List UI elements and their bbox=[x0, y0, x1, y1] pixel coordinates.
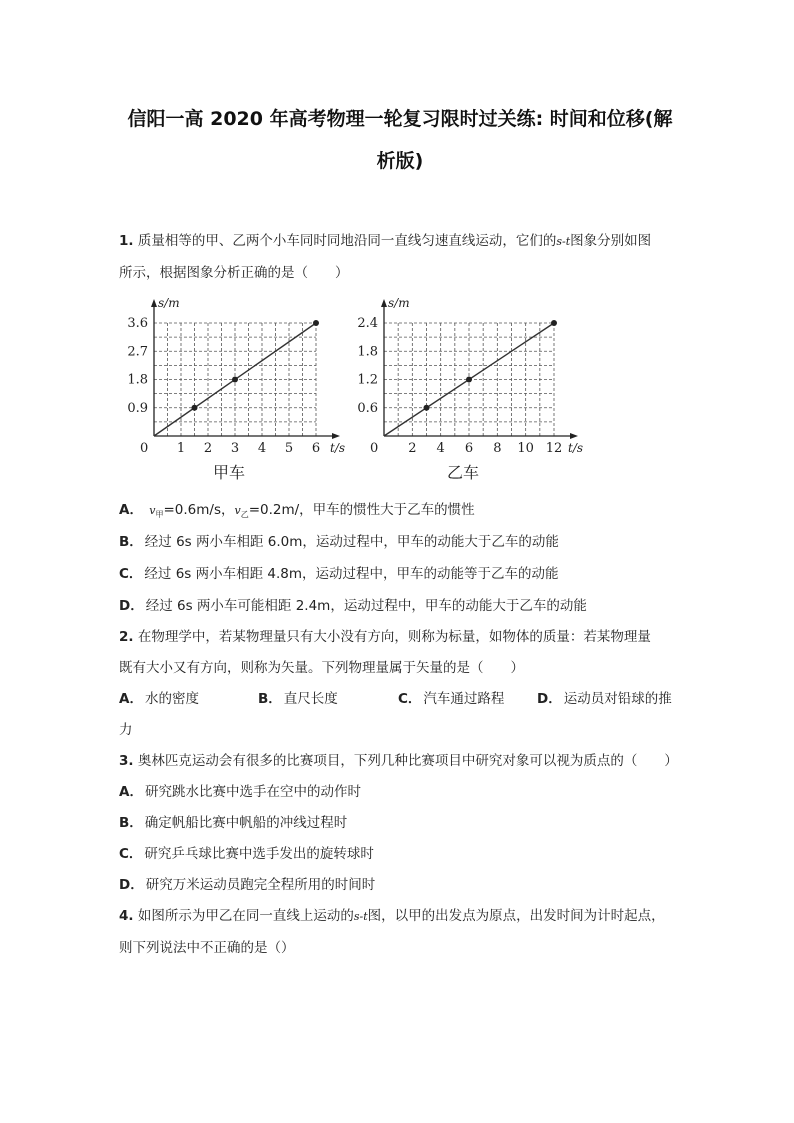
q1-stem-text-a: 质量相等的甲、乙两个小车同时同地沿同一直线匀速直线运动，它们的 bbox=[137, 233, 557, 249]
x-tick-label: 10 bbox=[517, 441, 534, 456]
q2-stem-line1 bbox=[119, 625, 651, 645]
x-tick-label: 8 bbox=[493, 441, 502, 456]
q1-option-a-v1: v bbox=[149, 504, 156, 517]
q3-option-d-label: D． bbox=[119, 877, 144, 893]
data-point bbox=[551, 320, 557, 326]
q1-option-d bbox=[119, 594, 587, 614]
q1-option-a-sub1: 甲 bbox=[155, 510, 164, 519]
q2-option-a-text: 水的密度 bbox=[144, 691, 199, 707]
x-axis-arrow bbox=[570, 433, 578, 439]
x-tick-label: 5 bbox=[284, 441, 294, 456]
data-point bbox=[466, 377, 472, 383]
x-tick-label: 6 bbox=[311, 441, 321, 456]
q4-stem-text-b: 图，以甲的出发点为原点，出发时间为计时起点， bbox=[367, 908, 665, 924]
q2-option-d bbox=[537, 687, 672, 707]
x-axis-label: t/s bbox=[330, 441, 346, 455]
q3-option-c-label: C． bbox=[119, 846, 143, 862]
q3-option-d-text: 研究万米运动员跑完全程所用的时间时 bbox=[145, 877, 376, 893]
q3-option-b-text: 确定帆船比赛中帆船的冲线过程时 bbox=[144, 815, 348, 831]
q4-stem-line1 bbox=[119, 904, 665, 924]
q2-number: 2. bbox=[119, 629, 134, 645]
q1-stem-var: s-t bbox=[556, 235, 571, 248]
q4-number: 4. bbox=[119, 908, 134, 924]
q4-stem-line2: 则下列说法中不正确的是（） bbox=[119, 940, 295, 956]
q3-number: 3. bbox=[119, 753, 134, 769]
y-axis-arrow bbox=[151, 299, 157, 307]
q1-stem-line2: 所示，根据图象分析正确的是（ ） bbox=[119, 265, 349, 281]
data-point bbox=[424, 405, 430, 411]
y-tick-label: 1.2 bbox=[357, 372, 378, 388]
q2-option-b-label: B． bbox=[258, 691, 282, 707]
q1-option-c-text: 经过 6s 两小车相距 4.8m，运动过程中，甲车的动能等于乙车的动能 bbox=[144, 566, 559, 582]
y-tick-label: 0.6 bbox=[357, 400, 378, 416]
q2-option-b-text: 直尺长度 bbox=[283, 691, 338, 707]
data-point bbox=[192, 405, 198, 411]
x-tick-label: 6 bbox=[464, 441, 474, 456]
x-tick-label: 2 bbox=[408, 441, 417, 456]
q1-stem-line1 bbox=[119, 229, 651, 249]
x-tick-label: 4 bbox=[436, 441, 445, 456]
q3-option-d bbox=[119, 873, 375, 893]
origin-label: 0 bbox=[140, 441, 149, 456]
q3-option-c bbox=[119, 842, 374, 862]
page-title-continuation: 析版) bbox=[376, 150, 424, 172]
chart-caption: 甲车 bbox=[212, 463, 246, 482]
chart-jia bbox=[127, 296, 350, 490]
q2-option-a-label: A． bbox=[119, 691, 143, 707]
y-tick-label: 3.6 bbox=[127, 316, 148, 331]
q1-option-a-t1: =0.6m/s， bbox=[163, 502, 235, 518]
q3-option-a-label: A． bbox=[119, 784, 143, 800]
q1-option-b-text: 经过 6s 两小车相距 6.0m，运动过程中，甲车的动能大于乙车的动能 bbox=[144, 534, 559, 550]
y-axis-arrow bbox=[381, 299, 387, 307]
x-tick-label: 4 bbox=[257, 441, 267, 456]
y-axis-label: s/m bbox=[158, 296, 180, 310]
q3-option-a-text: 研究跳水比赛中选手在空中的动作时 bbox=[144, 784, 361, 800]
q3-option-a bbox=[119, 780, 361, 800]
q3-stem-text: 奥林匹克运动会有很多的比赛项目，下列几种比赛项目中研究对象可以视为质点的（ ） bbox=[137, 753, 678, 769]
q1-option-a bbox=[119, 498, 475, 518]
q1-option-c-label: C． bbox=[119, 566, 143, 582]
q2-option-d-text: 运动员对铅球的推 bbox=[563, 691, 672, 707]
data-point bbox=[313, 320, 319, 326]
y-tick-label: 1.8 bbox=[357, 344, 378, 360]
q2-option-d-continuation: 力 bbox=[119, 722, 133, 738]
x-axis-arrow bbox=[332, 433, 340, 439]
q3-option-c-text: 研究乒乓球比赛中选手发出的旋转球时 bbox=[144, 846, 374, 862]
q1-option-b-label: B． bbox=[119, 534, 143, 550]
x-axis-label: t/s bbox=[568, 441, 584, 455]
y-tick-label: 0.9 bbox=[127, 400, 148, 416]
q1-option-d-label: D． bbox=[119, 598, 144, 614]
x-tick-label: 3 bbox=[230, 441, 240, 456]
y-tick-label: 2.7 bbox=[127, 344, 148, 360]
chart-yi bbox=[357, 296, 590, 490]
q2-option-a bbox=[119, 687, 199, 707]
q1-option-a-sub2: 乙 bbox=[240, 510, 249, 519]
x-tick-label: 2 bbox=[203, 441, 213, 456]
q2-option-d-label: D． bbox=[537, 691, 562, 707]
q3-stem bbox=[119, 749, 678, 769]
q1-option-b bbox=[119, 530, 559, 550]
q2-option-c bbox=[398, 687, 504, 707]
q1-option-d-text: 经过 6s 两小车可能相距 2.4m，运动过程中，甲车的动能大于乙车的动能 bbox=[145, 598, 587, 614]
q2-option-b bbox=[258, 687, 338, 707]
page-title: 信阳一高 2020 年高考物理一轮复习限时过关练: 时间和位移(解 bbox=[127, 108, 673, 130]
y-axis-label: s/m bbox=[388, 296, 410, 310]
chart-caption: 乙车 bbox=[446, 463, 480, 482]
q1-option-a-label: A． bbox=[119, 502, 143, 518]
origin-label: 0 bbox=[370, 441, 379, 456]
q2-stem-line2: 既有大小又有方向，则称为矢量。下列物理量属于矢量的是（ ） bbox=[119, 660, 524, 676]
q1-option-a-t2: =0.2m/，甲车的惯性大于乙车的惯性 bbox=[248, 502, 475, 518]
q1-option-c bbox=[119, 562, 559, 582]
chart-yi-svg bbox=[357, 296, 590, 486]
y-tick-label: 2.4 bbox=[357, 316, 378, 331]
q2-option-c-text: 汽车通过路程 bbox=[423, 691, 505, 707]
q3-option-b bbox=[119, 811, 347, 831]
q2-stem-text: 在物理学中，若某物理量只有大小没有方向，则称为标量，如物体的质量：若某物理量 bbox=[137, 629, 651, 645]
q3-option-b-label: B． bbox=[119, 815, 143, 831]
x-tick-label: 12 bbox=[545, 441, 563, 456]
q4-stem-text-a: 如图所示为甲乙在同一直线上运动的 bbox=[137, 908, 354, 924]
data-point bbox=[232, 377, 238, 383]
q4-stem-var: s-t bbox=[353, 910, 368, 923]
q1-stem-text-b: 图象分别如图 bbox=[570, 233, 652, 249]
chart-jia-svg bbox=[127, 296, 350, 486]
x-tick-label: 1 bbox=[176, 441, 186, 456]
q2-option-c-label: C． bbox=[398, 691, 422, 707]
q1-number: 1. bbox=[119, 233, 134, 249]
q1-option-a-v2: v bbox=[234, 504, 241, 517]
y-tick-label: 1.8 bbox=[127, 372, 148, 388]
